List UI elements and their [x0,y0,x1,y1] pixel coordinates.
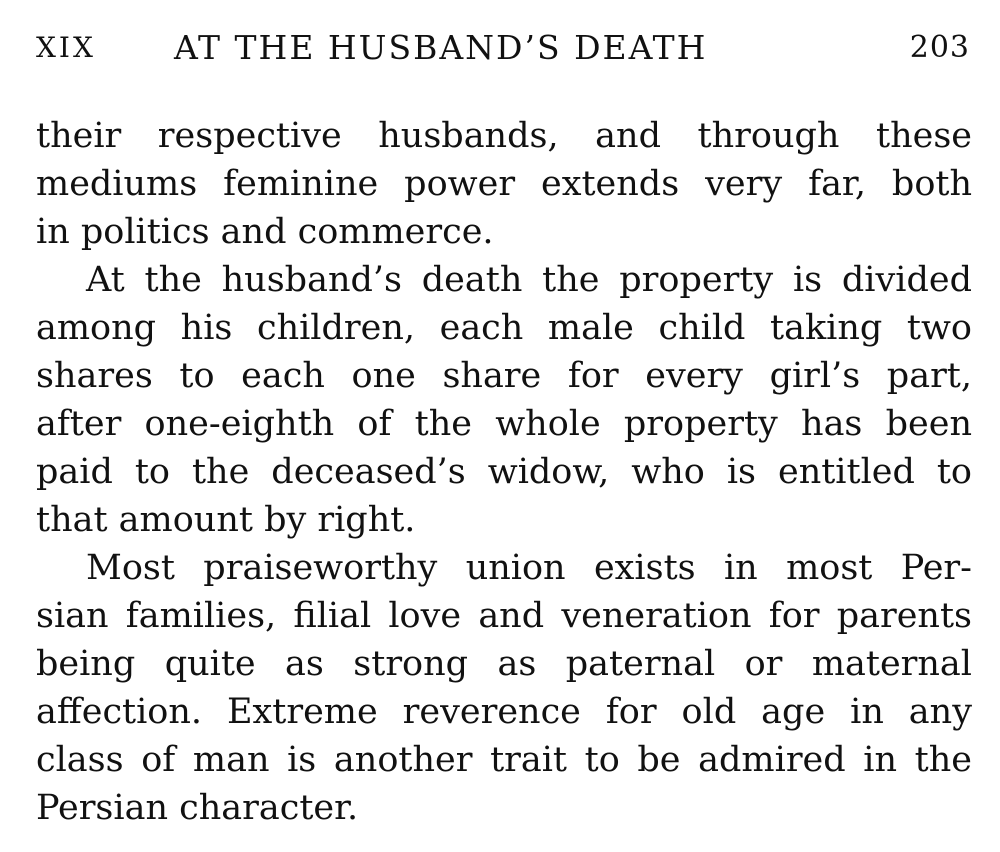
text-line: Most praiseworthy union exists in most Per- [86,548,972,588]
text-line: Persian character. [36,788,359,828]
text-line: paid to the deceased’s widow, who is entitled to [36,452,972,492]
text-line: At the husband’s death the property is divided [86,260,972,300]
text-line: among his children, each male child taking two [36,308,972,348]
text-line: that amount by right. [36,500,416,540]
page-number: 203 [909,30,970,65]
text-line: sian families, filial love and veneration for parents [36,596,972,636]
paragraph [36,112,972,256]
running-head [36,20,970,76]
text-line: class of man is another trait to be admired in the [36,740,972,780]
chapter-title: AT THE HUSBAND’S DEATH [174,28,708,67]
body-text [36,112,972,832]
text-line: in politics and commerce. [36,212,494,252]
text-line: mediums feminine power extends very far, both [36,164,972,204]
paragraph [36,256,972,544]
paragraph [36,544,972,832]
text-line: after one-eighth of the whole property has been [36,404,972,444]
text-line: shares to each one share for every girl’s part, [36,356,972,396]
chapter-number: XIX [36,31,96,64]
text-line: being quite as strong as paternal or maternal [36,644,972,684]
text-line: affection. Extreme reverence for old age in any [36,692,972,732]
text-line: their respective husbands, and through these [36,116,972,156]
